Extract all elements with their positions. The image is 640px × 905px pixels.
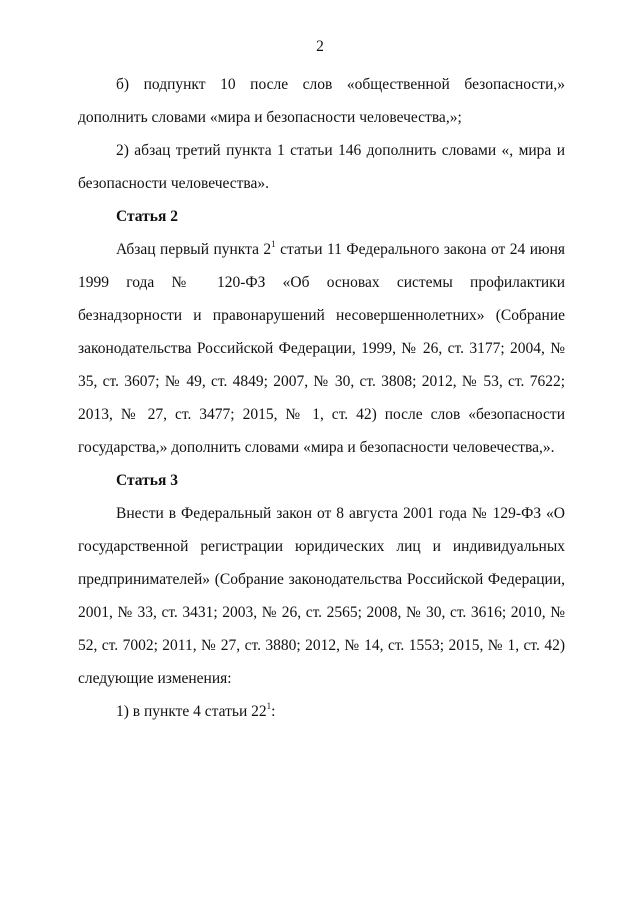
paragraph-article-2-body	[78, 233, 565, 464]
page-number: 2	[316, 38, 324, 55]
text-run: :	[271, 703, 276, 720]
paragraph-article-3-body: Внести в Федеральный закон от 8 августа 2001 года № 129-ФЗ «О государственной регистрации юридических лиц и индивидуальных предпринимателей» (Собрание законодательства Российской Федерации, 2001, № 33, ст. 3431; 2003, № 26, ст. 2565; 2008, № 30, ст. 3616; 2010, № 52, ст. 7002; 2011, № 27, ст. 3880; 2012, № 14, ст. 1553; 2015, № 1, ст. 42) следующие изменения:	[78, 505, 565, 687]
text-run: Абзац первый пункта 2	[116, 241, 272, 258]
superscript: 1	[266, 700, 272, 711]
text-run: статьи 11 Федерального закона от 24 июня 1999 года № 120-ФЗ «Об основах системы профилактики безнадзорности и правонарушений несовершеннолетних» (Собрание законодательства Российской Федерации, 1999, № 26, ст. 3177; 2004, № 35, ст. 3607; № 49, ст. 4849; 2007, № 30, ст. 3808; 2012, № 53, ст. 7622; 2013, № 27, ст. 3477; 2015, № 1, ст. 42) после слов «безопасности государства,» дополнить словами «мира и безопасности человечества,».	[78, 241, 565, 456]
document-body	[78, 68, 565, 728]
text-run: 1) в пункте 4 статьи 22	[116, 703, 267, 720]
heading-article-2: Статья 2	[116, 208, 178, 225]
superscript: 1	[271, 238, 276, 249]
paragraph-item-2-article-146: 2) абзац третий пункта 1 статьи 146 дополнить словами «, мира и безопасности человечества».	[78, 142, 565, 192]
paragraph-item-1-article-22	[78, 695, 565, 728]
heading-article-3: Статья 3	[116, 472, 178, 489]
paragraph-subitem-b: б) подпункт 10 после слов «общественной безопасности,» дополнить словами «мира и безопасности человечества,»;	[78, 76, 565, 126]
